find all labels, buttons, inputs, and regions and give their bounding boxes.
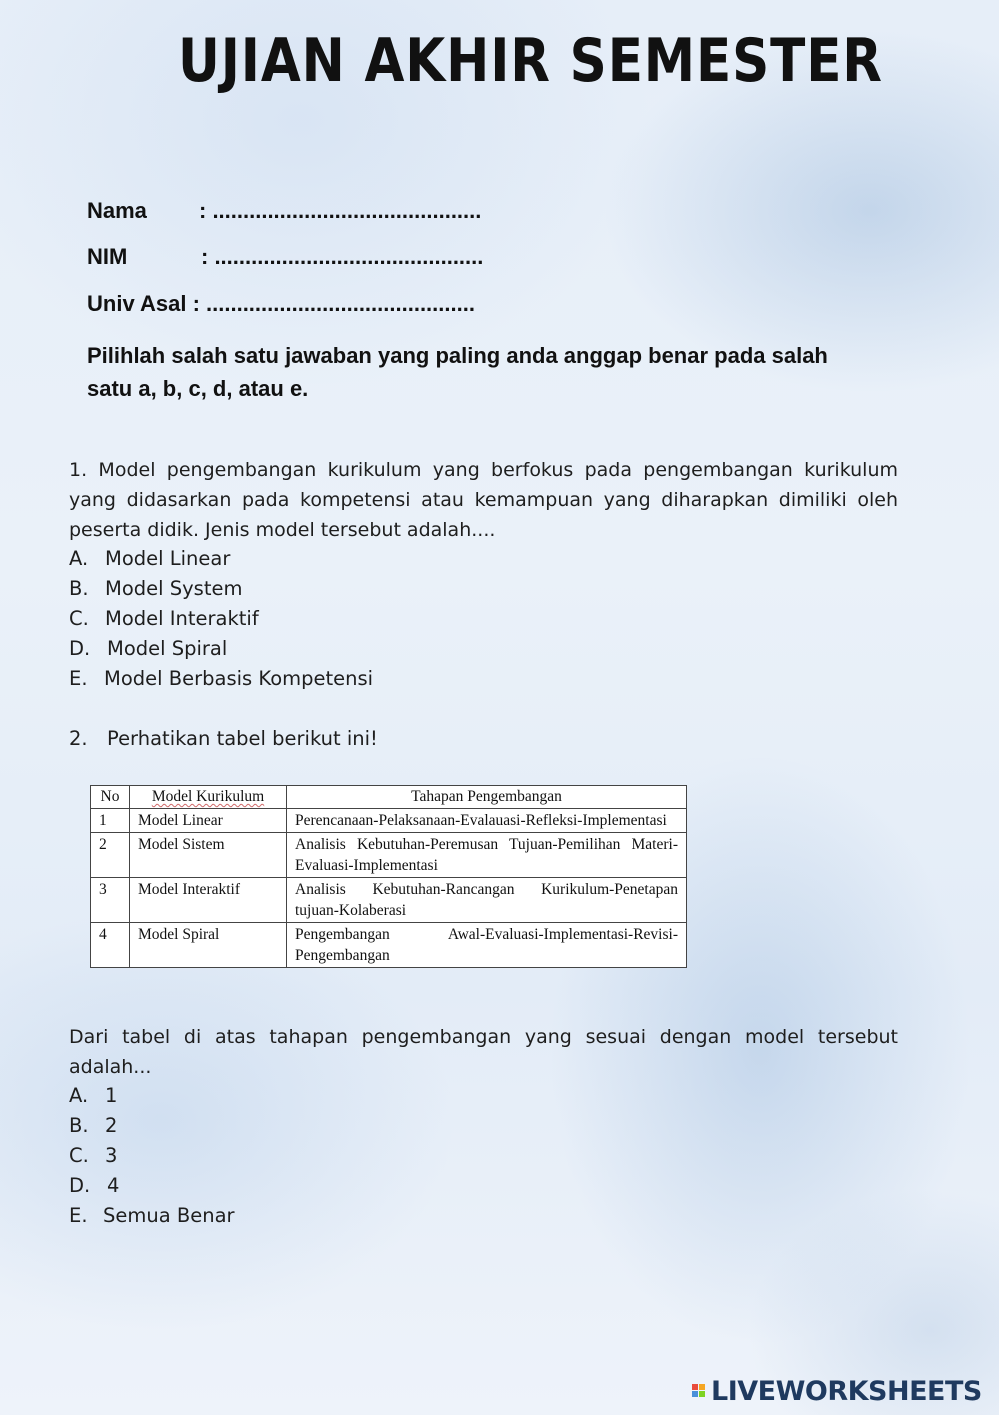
liveworksheets-icon — [692, 1380, 708, 1402]
table-row — [91, 809, 687, 833]
option-text: Model Spiral — [107, 637, 228, 660]
nim-label: NIM — [87, 244, 128, 269]
header-model — [130, 786, 287, 809]
row-model: Model Sistem — [130, 833, 287, 878]
option-key: A. — [69, 547, 89, 570]
header-no: No — [91, 786, 130, 809]
q2-option-c[interactable] — [69, 1141, 117, 1171]
univ-blank: : ............................................ — [192, 291, 475, 316]
curriculum-table — [90, 785, 687, 968]
option-text: 3 — [105, 1144, 118, 1167]
option-key: C. — [69, 1144, 89, 1167]
option-key: E. — [69, 667, 88, 690]
row-model: Model Interaktif — [130, 878, 287, 923]
question-2-number: 2. — [69, 727, 88, 750]
option-key: D. — [69, 1174, 91, 1197]
table-row — [91, 923, 687, 968]
page-title: UJIAN AKHIR SEMESTER — [177, 26, 883, 96]
row-tahapan: Pengembangan Awal-Evaluasi-Implementasi-Revisi-Pengembangan — [287, 923, 687, 968]
option-text: Model Berbasis Kompetensi — [104, 667, 374, 690]
row-tahapan: Analisis Kebutuhan-Rancangan Kurikulum-Penetapan tujuan-Kolaberasi — [287, 878, 687, 923]
option-text: Model Linear — [105, 547, 231, 570]
q2-option-a[interactable] — [69, 1081, 117, 1111]
row-tahapan: Analisis Kebutuhan-Peremusan Tujuan-Pemilihan Materi-Evaluasi-Implementasi — [287, 833, 687, 878]
option-text: Model Interaktif — [105, 607, 259, 630]
q1-option-a[interactable] — [69, 544, 230, 574]
row-no: 1 — [91, 809, 130, 833]
question-2-heading — [69, 724, 378, 754]
q1-option-b[interactable] — [69, 574, 242, 604]
option-text: 1 — [105, 1084, 118, 1107]
header-model-text: Model Kurikulum — [151, 788, 265, 805]
option-key: B. — [69, 577, 89, 600]
row-no: 3 — [91, 878, 130, 923]
question-2-text: Perhatikan tabel berikut ini! — [107, 727, 378, 750]
q2-option-b[interactable] — [69, 1111, 117, 1141]
nim-blank: : ............................................ — [201, 244, 484, 269]
row-model: Model Linear — [130, 809, 287, 833]
nim-field[interactable] — [87, 244, 483, 270]
row-no: 4 — [91, 923, 130, 968]
row-model: Model Spiral — [130, 923, 287, 968]
option-text: 2 — [105, 1114, 118, 1137]
q2-option-d[interactable] — [69, 1171, 119, 1201]
liveworksheets-logo[interactable] — [692, 1373, 982, 1409]
table-row — [91, 833, 687, 878]
q1-option-e[interactable] — [69, 664, 373, 694]
nama-blank: : ............................................ — [199, 198, 482, 223]
question-2-prompt: Dari tabel di atas tahapan pengembangan yang sesuai dengan model tersebut adalah... — [69, 1026, 898, 1078]
instruction-text: Pilihlah salah satu jawaban yang paling anda anggap benar pada salah satu a, b, c, d, atau e. — [87, 343, 828, 401]
option-key: D. — [69, 637, 91, 660]
liveworksheets-wordmark: LIVEWORKSHEETS — [711, 1375, 982, 1407]
univ-field[interactable] — [87, 291, 475, 317]
row-no: 2 — [91, 833, 130, 878]
univ-label: Univ Asal — [87, 291, 187, 316]
option-key: B. — [69, 1114, 89, 1137]
header-tahapan: Tahapan Pengembangan — [287, 786, 687, 809]
q1-option-c[interactable] — [69, 604, 259, 634]
option-text: Model System — [105, 577, 243, 600]
option-text: Semua Benar — [103, 1204, 235, 1227]
option-key: C. — [69, 607, 89, 630]
table-row — [91, 878, 687, 923]
option-text: 4 — [107, 1174, 120, 1197]
option-key: A. — [69, 1084, 89, 1107]
row-tahapan: Perencanaan-Pelaksanaan-Evalauasi-Refleksi-Implementasi — [287, 809, 687, 833]
nama-label: Nama — [87, 198, 147, 223]
q2-option-e[interactable] — [69, 1201, 235, 1231]
option-key: E. — [69, 1204, 88, 1227]
q1-option-d[interactable] — [69, 634, 227, 664]
nama-field[interactable] — [87, 198, 481, 224]
table-header-row — [91, 786, 687, 809]
question-1-text: 1. Model pengembangan kurikulum yang berfokus pada pengembangan kurikulum yang didasarkan pada kompetensi atau kemampuan yang diharapkan dimiliki oleh peserta didik. Jenis model tersebut adalah.... — [69, 459, 898, 541]
